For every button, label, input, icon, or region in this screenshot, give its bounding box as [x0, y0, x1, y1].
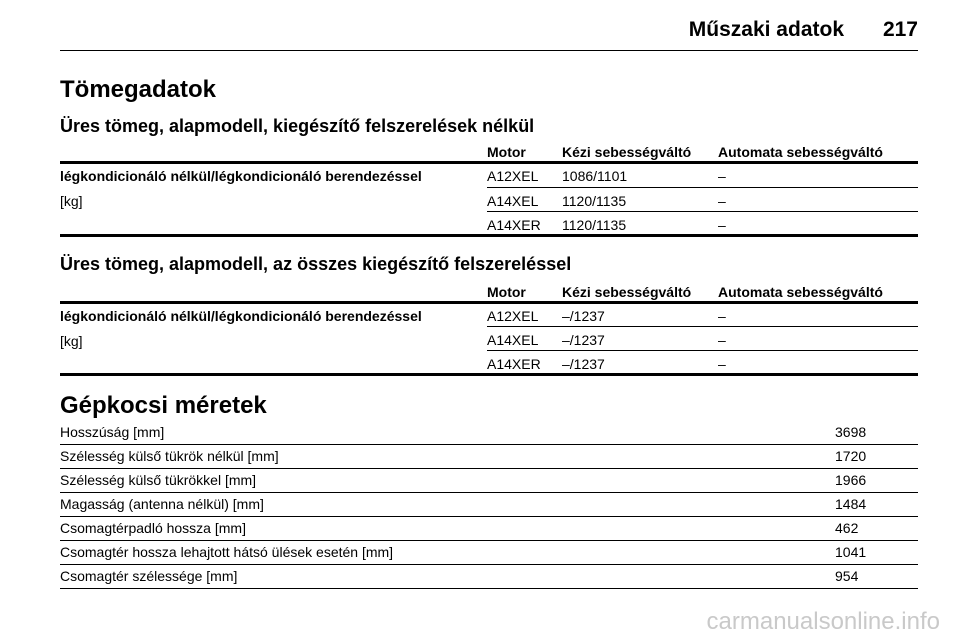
col-head-auto-2: Automata sebességváltó [718, 284, 883, 300]
section-title-dimensions: Gépkocsi méretek [60, 392, 267, 419]
subsection-title-1: Üres tömeg, alapmodell, kiegészítő felszerelések nélkül [60, 116, 535, 136]
table1-desc: légkondicionáló nélkül/légkondicionáló berendezéssel [60, 168, 422, 184]
dim-label: Magasság (antenna nélkül) [mm] [60, 496, 264, 512]
table2-row-rule [487, 350, 918, 351]
dim-value: 1720 [835, 448, 867, 464]
section-title-weights: Tömegadatok [60, 76, 217, 103]
table-row [60, 469, 918, 493]
table1-manual-2: 1120/1135 [562, 217, 627, 233]
table1-manual-1: 1120/1135 [562, 193, 627, 209]
dim-value: 462 [835, 520, 859, 536]
table1-row-rule [487, 211, 918, 212]
subsection-title-2: Üres tömeg, alapmodell, az összes kiegészítő felszereléssel [60, 254, 572, 274]
dim-label: Csomagtér hossza lehajtott hátsó ülések esetén [mm] [60, 544, 394, 560]
table2-desc: légkondicionáló nélkül/légkondicionáló berendezéssel [60, 308, 422, 324]
col-head-manual-1: Kézi sebességváltó [562, 144, 692, 160]
table2-motor-1: A14XEL [487, 332, 539, 348]
table1-motor-1: A14XEL [487, 193, 539, 209]
table2-row-rule [487, 326, 918, 327]
dim-label: Csomagtérpadló hossza [mm] [60, 520, 246, 536]
dimensions-table [60, 421, 918, 589]
table2-manual-0: –/1237 [562, 308, 605, 324]
table2-auto-0: – [718, 308, 726, 324]
table1-motor-0: A12XEL [487, 168, 539, 184]
col-head-motor-1: Motor [487, 144, 526, 160]
table1-motor-2: A14XER [487, 217, 541, 233]
dim-label: Szélesség külső tükrök nélkül [mm] [60, 448, 279, 464]
table2-auto-2: – [718, 356, 726, 372]
table2-unit: [kg] [60, 333, 83, 349]
table1-bottom-rule [60, 234, 918, 237]
table1-manual-0: 1086/1101 [562, 168, 628, 184]
table1-auto-0: – [718, 168, 726, 184]
table2-motor-2: A14XER [487, 356, 541, 372]
col-head-manual-2: Kézi sebességváltó [562, 284, 692, 300]
dim-value: 954 [835, 568, 859, 584]
watermark: carmanualsonline.info [706, 608, 940, 635]
table1-row-rule [487, 187, 918, 188]
table1-auto-1: – [718, 193, 726, 209]
page-number: 217 [882, 18, 918, 41]
col-head-auto-1: Automata sebességváltó [718, 144, 883, 160]
dim-value: 1041 [835, 544, 867, 560]
table2-bottom-rule [60, 373, 918, 376]
dim-label: Csomagtér szélessége [mm] [60, 568, 238, 584]
table1-auto-2: – [718, 217, 726, 233]
table2-motor-0: A12XEL [487, 308, 539, 324]
dim-label: Szélesség külső tükrökkel [mm] [60, 472, 257, 488]
dim-label: Hosszúság [mm] [60, 424, 165, 440]
table-row [60, 565, 918, 589]
table-row [60, 517, 918, 541]
table2-manual-1: –/1237 [562, 332, 605, 348]
table-row [60, 493, 918, 517]
table-row [60, 445, 918, 469]
table-row [60, 541, 918, 565]
table2-manual-2: –/1237 [562, 356, 605, 372]
table2-top-rule [60, 301, 918, 304]
col-head-motor-2: Motor [487, 284, 526, 300]
table1-unit: [kg] [60, 193, 83, 209]
table-row [60, 421, 918, 445]
dim-value: 1484 [835, 496, 867, 512]
dim-value: 1966 [835, 472, 867, 488]
table1-top-rule [60, 161, 918, 164]
dim-value: 3698 [835, 424, 867, 440]
page-header [60, 14, 918, 51]
table2-auto-1: – [718, 332, 726, 348]
header-title: Műszaki adatok [688, 18, 844, 41]
